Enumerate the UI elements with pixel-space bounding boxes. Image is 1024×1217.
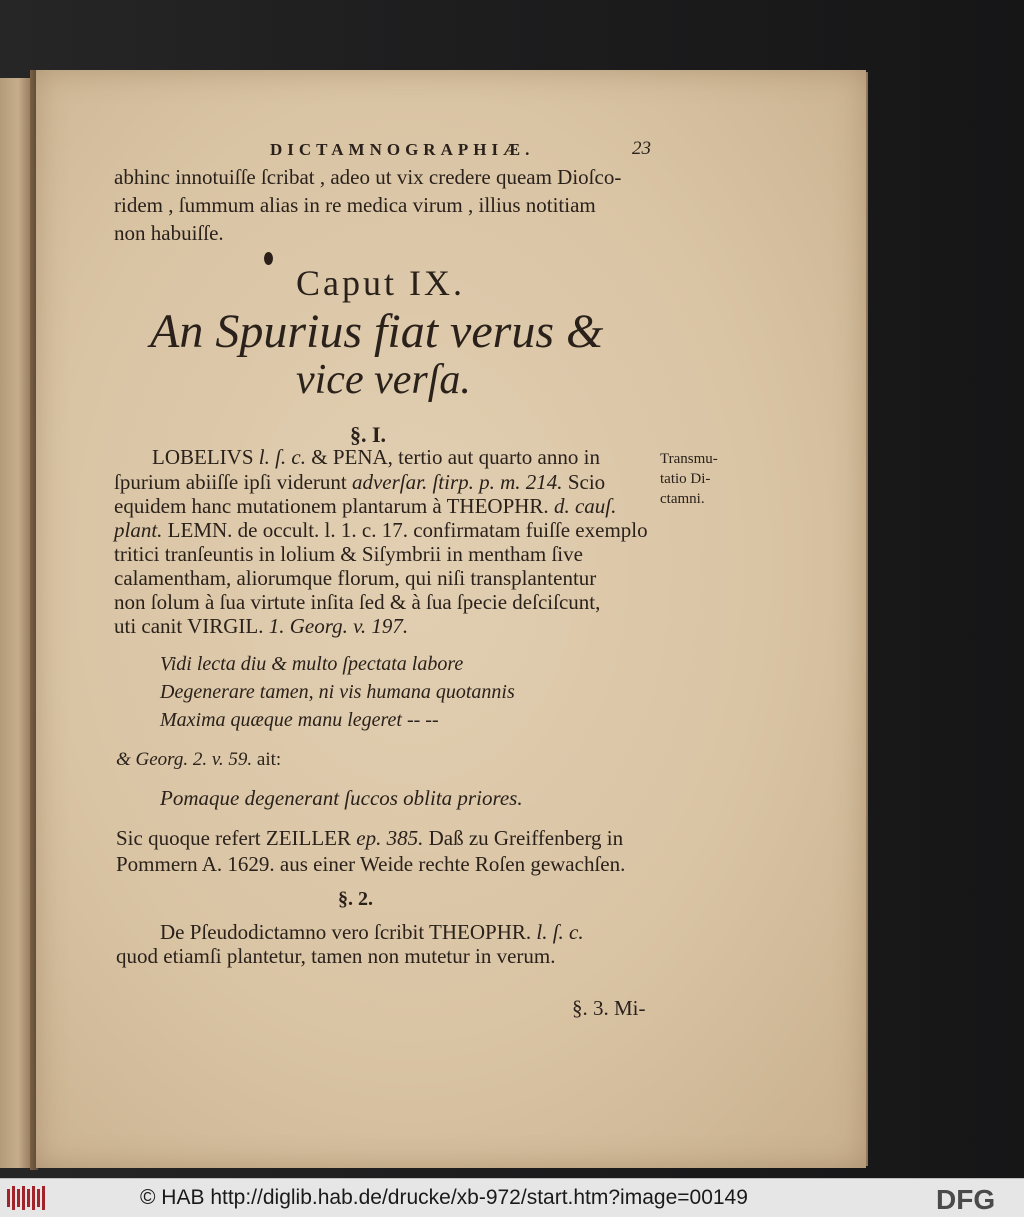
- margin-note-line: ctamni.: [660, 491, 705, 507]
- paragraph-line: ſpurium abiiſſe ipſi viderunt adverſar. ſtirp. p. m. 214. Scio: [114, 470, 606, 494]
- section-heading-1: §. I.: [350, 422, 387, 447]
- chapter-title-line2: vice verſa.: [296, 357, 471, 403]
- footer-bar: [0, 1178, 1024, 1217]
- paragraph-line: Pommern A. 1629. aus einer Weide rechte Roſen gewachſen.: [116, 852, 626, 876]
- verse-line: Maxima quæque manu legeret -- --: [160, 709, 439, 731]
- paragraph-line: plant. LEMN. de occult. l. 1. c. 17. confirmatam fuiſſe exemplo: [114, 518, 648, 542]
- intro-line: abhinc innotuiſſe ſcribat , adeo ut vix credere queam Dioſco-: [114, 165, 622, 189]
- chapter-number: Caput IX.: [296, 263, 465, 303]
- ink-spot: [264, 252, 273, 265]
- margin-note-line: tatio Di-: [660, 471, 711, 487]
- margin-note-line: Transmu-: [660, 451, 718, 467]
- verse-line: Vidi lecta diu & multo ſpectata labore: [160, 653, 464, 675]
- chapter-title-line1: An Spurius fiat verus &: [150, 305, 604, 358]
- svg-text:DFG: DFG: [936, 1184, 996, 1212]
- intro-line: ridem , ſummum alias in re medica virum , illius notitiam: [114, 193, 596, 217]
- paragraph-line: tritici tranſeuntis in lolium & Siſymbrii in mentham ſive: [114, 542, 583, 566]
- running-head: DICTAMNOGRAPHIÆ.: [270, 140, 535, 159]
- paragraph-line: calamentham, aliorumque florum, qui niſi transplantentur: [114, 566, 597, 590]
- verse-line: Degenerare tamen, ni vis humana quotannis: [160, 681, 515, 703]
- page-number: 23: [632, 138, 651, 159]
- paragraph-line: Sic quoque refert ZEILLER ep. 385. Daß zu Greiffenberg in: [116, 826, 624, 850]
- georgics-reference: & Georg. 2. v. 59. ait:: [116, 749, 282, 770]
- dfg-logo-icon: [934, 1184, 1018, 1212]
- paragraph-line: LOBELIVS l. ſ. c. & PENA, tertio aut quarto anno in: [152, 445, 600, 469]
- copyright-url-text: © HAB http://diglib.hab.de/drucke/xb-972/start.htm?image=00149: [140, 1186, 748, 1209]
- paragraph-line: equidem hanc mutationem plantarum à THEOPHR. d. cauſ.: [114, 494, 617, 518]
- catchword: §. 3. Mi-: [572, 996, 646, 1020]
- verse-line: Pomaque degenerant ſuccos oblita priores.: [160, 786, 523, 810]
- paragraph-line: quod etiamſi plantetur, tamen non mutetur in verum.: [116, 944, 556, 968]
- hab-logo-icon: [6, 1185, 46, 1211]
- paragraph-line: non ſolum à ſua virtute inſita ſed & à ſua ſpecie deſciſcunt,: [114, 590, 601, 614]
- previous-page-edge: [0, 78, 30, 1168]
- paragraph-line: De Pſeudodictamno vero ſcribit THEOPHR. l. ſ. c.: [160, 920, 584, 944]
- paragraph-line: uti canit VIRGIL. 1. Georg. v. 197.: [114, 614, 409, 638]
- intro-line: non habuiſſe.: [114, 221, 224, 245]
- section-heading-2: §. 2.: [338, 888, 373, 910]
